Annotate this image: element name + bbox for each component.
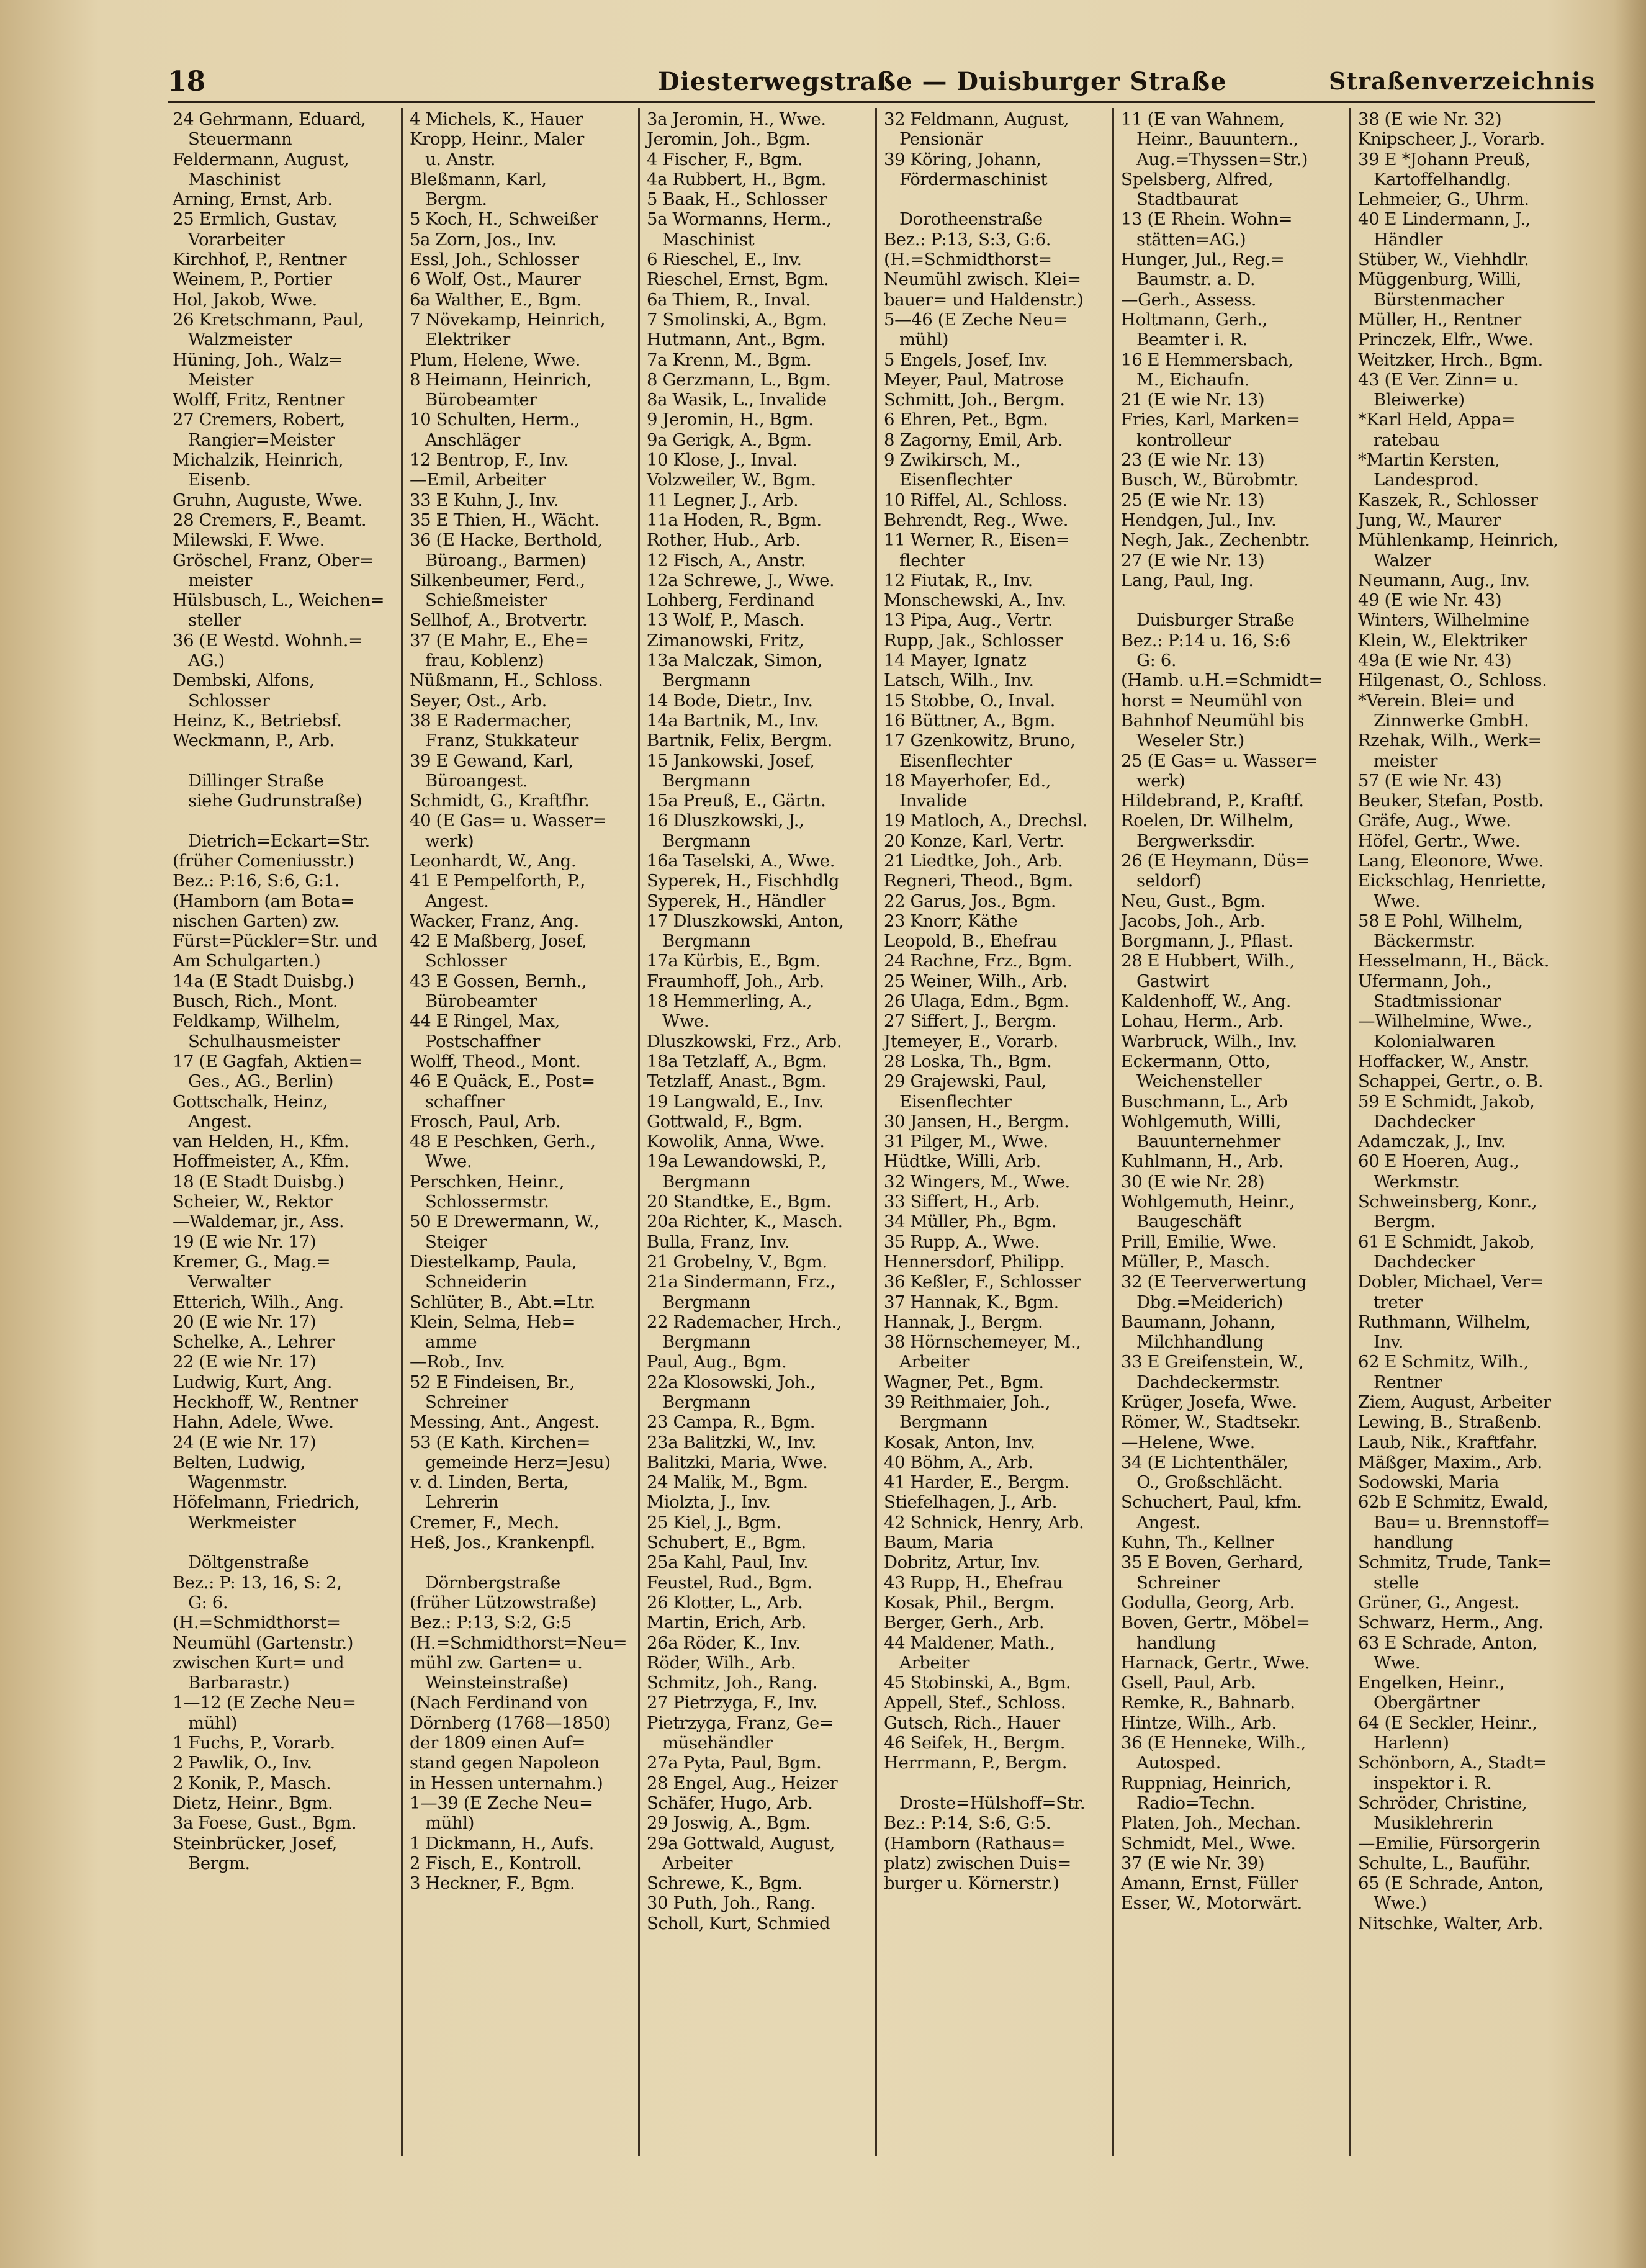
- page-header: [168, 62, 1595, 103]
- column-5: [1116, 106, 1347, 2166]
- column-divider: [1112, 108, 1114, 2156]
- header-rule: [168, 101, 1595, 103]
- column-divider: [638, 108, 640, 2156]
- directory-columns: [168, 106, 1595, 2172]
- column-text: 11 (E van Wahnem, Heinr., Bauuntern., Aug.=Thyssen=Str.) Spelsberg, Alfred, Stadtbaurat 13 (E Rhein. Wohn= stätten=AG.) Hunger, Jul., Reg.= Baumstr. a. D. —Gerh., Assess. Holtmann, Gerh., Beamter i. R. 16 E Hemmersbach, M., Eichaufn. 21 (E wie Nr. 13) Fries, Karl, Marken= kontrolleur 23 (E wie Nr. 13) Busch, W., Bürobmtr. 25 (E wie Nr. 13) Hendgen, Jul., Inv. Negh, Jak., Zechenbtr. 27 (E wie Nr. 13) Lang, Paul, Ing. Duisburger Straße Bez.: P:14 u. 16, S:6 G: 6. (Hamb. u.H.=Schmidt= horst = Neumühl von Bahnhof Neumühl bis Weseler Str.) 25 (E Gas= u. Wasser= werk) Hildebrand, P., Kraftf. Roelen, Dr. Wilhelm, Bergwerksdir. 26 (E Heymann, Düs= seldorf) Neu, Gust., Bgm. Jacobs, Joh., Arb. Borgmann, J., Pflast. 28 E Hubbert, Wilh., Gastwirt Kaldenhoff, W., Ang. Lohau, Herm., Arb. Warbruck, Wilh., Inv. Eckermann, Otto, Weichensteller Buschmann, L., Arb Wohlgemuth, Willi, Bauunternehmer Kuhlmann, H., Arb. 30 (E wie Nr. 28) Wohlgemuth, Heinr., Baugeschäft Prill, Emilie, Wwe. Müller, P., Masch. 32 (E Teerverwertung Dbg.=Meiderich) Baumann, Johann, Milchhandlung 33 E Greifenstein, W., Dachdeckermstr. Krüger, Josefa, Wwe. Römer, W., Stadtsekr. —Helene, Wwe. 34 (E Lichtenthäler, O., Großschlächt. Schuchert, Paul, kfm. Angest. Kuhn, Th., Kellner 35 E Boven, Gerhard, Schreiner Godulla, Georg, Arb. Boven, Gertr., Möbel= handlung Harnack, Gertr., Wwe. Gsell, Paul, Arb. Remke, R., Bahnarb. Hintze, Wilh., Arb. 36 (E Henneke, Wilh., Autosped. Ruppniag, Heinrich, Radio=Techn. Platen, Joh., Mechan. Schmidt, Mel., Wwe. 37 (E wie Nr. 39) Amann, Ernst, Füller Esser, W., Motorwärt.: [1121, 109, 1323, 1914]
- page-number: 18: [168, 66, 206, 97]
- column-1: [168, 106, 398, 2166]
- page-title: Diesterwegstraße — Duisburger Straße: [658, 67, 1227, 96]
- column-2: [405, 106, 636, 2166]
- column-text: 3a Jeromin, H., Wwe. Jeromin, Joh., Bgm. 4 Fischer, F., Bgm. 4a Rubbert, H., Bgm. 5 Baak, H., Schlosser 5a Wormanns, Herm., Maschinist 6 Rieschel, E., Inv. Rieschel, Ernst, Bgm. 6a Thiem, R., Inval. 7 Smolinski, A., Bgm. Hutmann, Ant., Bgm. 7a Krenn, M., Bgm. 8 Gerzmann, L., Bgm. 8a Wasik, L., Invalide 9 Jeromin, H., Bgm. 9a Gerigk, A., Bgm. 10 Klose, J., Inval. Volzweiler, W., Bgm. 11 Legner, J., Arb. 11a Hoden, R., Bgm. Rother, Hub., Arb. 12 Fisch, A., Anstr. 12a Schrewe, J., Wwe. Lohberg, Ferdinand 13 Wolf, P., Masch. Zimanowski, Fritz, 13a Malczak, Simon, Bergmann 14 Bode, Dietr., Inv. 14a Bartnik, M., Inv. Bartnik, Felix, Bergm. 15 Jankowski, Josef, Bergmann 15a Preuß, E., Gärtn. 16 Dluszkowski, J., Bergmann 16a Taselski, A., Wwe. Syperek, H., Fischhdlg Syperek, H., Händler 17 Dluszkowski, Anton, Bergmann 17a Kürbis, E., Bgm. Fraumhoff, Joh., Arb. 18 Hemmerling, A., Wwe. Dluszkowski, Frz., Arb. 18a Tetzlaff, A., Bgm. Tetzlaff, Anast., Bgm. 19 Langwald, E., Inv. Gottwald, F., Bgm. Kowolik, Anna, Wwe. 19a Lewandowski, P., Bergmann 20 Standtke, E., Bgm. 20a Richter, K., Masch. Bulla, Franz, Inv. 21 Grobelny, V., Bgm. 21a Sindermann, Frz., Bergmann 22 Rademacher, Hrch., Bergmann Paul, Aug., Bgm. 22a Klosowski, Joh., Bergmann 23 Campa, R., Bgm. 23a Balitzki, W., Inv. Balitzki, Maria, Wwe. 24 Malik, M., Bgm. Miolzta, J., Inv. 25 Kiel, J., Bgm. Schubert, E., Bgm. 25a Kahl, Paul, Inv. Feustel, Rud., Bgm. 26 Klotter, L., Arb. Martin, Erich, Arb. 26a Röder, K., Inv. Röder, Wilh., Arb. Schmitz, Joh., Rang. 27 Pietrzyga, F., Inv. Pietrzyga, Franz, Ge= müsehändler 27a Pyta, Paul, Bgm. 28 Engel, Aug., Heizer Schäfer, Hugo, Arb. 29 Joswig, A., Bgm. 29a Gottwald, August, Arbeiter Schrewe, K., Bgm. 30 Puth, Joh., Rang. Scholl, Kurt, Schmied: [647, 109, 844, 1933]
- column-3: [642, 106, 873, 2166]
- column-text: 38 (E wie Nr. 32) Knipscheer, J., Vorarb. 39 E *Johann Preuß, Kartoffelhandlg. Lehmeier, G., Uhrm. 40 E Lindermann, J., Händler Stüber, W., Viehhdlr. Müggenburg, Willi, Bürstenmacher Müller, H., Rentner Princzek, Elfr., Wwe. Weitzker, Hrch., Bgm. 43 (E Ver. Zinn= u. Bleiwerke) *Karl Held, Appa= ratebau *Martin Kersten, Landesprod. Kaszek, R., Schlosser Jung, W., Maurer Mühlenkamp, Heinrich, Walzer Neumann, Aug., Inv. 49 (E wie Nr. 43) Winters, Wilhelmine Klein, W., Elektriker 49a (E wie Nr. 43) Hilgenast, O., Schloss. *Verein. Blei= und Zinnwerke GmbH. Rzehak, Wilh., Werk= meister 57 (E wie Nr. 43) Beuker, Stefan, Postb. Gräfe, Aug., Wwe. Höfel, Gertr., Wwe. Lang, Eleonore, Wwe. Eickschlag, Henriette, Wwe. 58 E Pohl, Wilhelm, Bäckermstr. Hesselmann, H., Bäck. Ufermann, Joh., Stadtmissionar —Wilhelmine, Wwe., Kolonialwaren Hoffacker, W., Anstr. Schappei, Gertr., o. B. 59 E Schmidt, Jakob, Dachdecker Adamczak, J., Inv. 60 E Hoeren, Aug., Werkmstr. Schweinsberg, Konr., Bergm. 61 E Schmidt, Jakob, Dachdecker Dobler, Michael, Ver= treter Ruthmann, Wilhelm, Inv. 62 E Schmitz, Wilh., Rentner Ziem, August, Arbeiter Lewing, B., Straßenb. Laub, Nik., Kraftfahr. Mäßger, Maxim., Arb. Sodowski, Maria 62b E Schmitz, Ewald, Bau= u. Brennstoff= handlung Schmitz, Trude, Tank= stelle Grüner, G., Angest. Schwarz, Herm., Ang. 63 E Schrade, Anton, Wwe. Engelken, Heinr., Obergärtner 64 (E Seckler, Heinr., Harlenn) Schönborn, A., Stadt= inspektor i. R. Schröder, Christine, Musiklehrerin —Emilie, Fürsorgerin Schulte, L., Bauführ. 65 (E Schrade, Anton, Wwe.) Nitschke, Walter, Arb.: [1358, 109, 1558, 1933]
- column-divider: [401, 108, 403, 2156]
- column-4: [879, 106, 1110, 2166]
- column-6: [1353, 106, 1584, 2166]
- column-text: 32 Feldmann, August, Pensionär 39 Köring, Johann, Fördermaschinist Dorotheenstraße Bez.: P:13, S:3, G:6. (H.=Schmidthorst= Neumühl zwisch. Klei= bauer= und Haldenstr.) 5—46 (E Zeche Neu= mühl) 5 Engels, Josef, Inv. Meyer, Paul, Matrose Schmitt, Joh., Bergm. 6 Ehren, Pet., Bgm. 8 Zagorny, Emil, Arb. 9 Zwikirsch, M., Eisenflechter 10 Riffel, Al., Schloss. Behrendt, Reg., Wwe. 11 Werner, R., Eisen= flechter 12 Fiutak, R., Inv. Monschewski, A., Inv. 13 Pipa, Aug., Vertr. Rupp, Jak., Schlosser 14 Mayer, Ignatz Latsch, Wilh., Inv. 15 Stobbe, O., Inval. 16 Büttner, A., Bgm. 17 Gzenkowitz, Bruno, Eisenflechter 18 Mayerhofer, Ed., Invalide 19 Matloch, A., Drechsl. 20 Konze, Karl, Vertr. 21 Liedtke, Joh., Arb. Regneri, Theod., Bgm. 22 Garus, Jos., Bgm. 23 Knorr, Käthe Leopold, B., Ehefrau 24 Rachne, Frz., Bgm. 25 Weiner, Wilh., Arb. 26 Ulaga, Edm., Bgm. 27 Siffert, J., Bergm. Jtemeyer, E., Vorarb. 28 Loska, Th., Bgm. 29 Grajewski, Paul, Eisenflechter 30 Jansen, H., Bergm. 31 Pilger, M., Wwe. Hüdtke, Willi, Arb. 32 Wingers, M., Wwe. 33 Siffert, H., Arb. 34 Müller, Ph., Bgm. 35 Rupp, A., Wwe. Hennersdorf, Philipp. 36 Keßler, F., Schlosser 37 Hannak, K., Bgm. Hannak, J., Bergm. 38 Hörnschemeyer, M., Arbeiter Wagner, Pet., Bgm. 39 Reithmaier, Joh., Bergmann Kosak, Anton, Inv. 40 Böhm, A., Arb. 41 Harder, E., Bergm. Stiefelhagen, J., Arb. 42 Schnick, Henry, Arb. Baum, Maria Dobritz, Artur, Inv. 43 Rupp, H., Ehefrau Kosak, Phil., Bergm. Berger, Gerh., Arb. 44 Maldener, Math., Arbeiter 45 Stobinski, A., Bgm. Appell, Stef., Schloss. Gutsch, Rich., Hauer 46 Seifek, H., Bergm. Herrmann, P., Bergm. Droste=Hülshoff=Str. Bez.: P:14, S:6, G:5. (Hamborn (Rathaus= platz) zwischen Duis= burger u. Körnerstr.): [884, 109, 1088, 1894]
- section-title: Straßenverzeichnis: [1328, 67, 1595, 95]
- column-divider: [875, 108, 877, 2156]
- column-text: 4 Michels, K., Hauer Kropp, Heinr., Maler u. Anstr. Bleßmann, Karl, Bergm. 5 Koch, H., Schweißer 5a Zorn, Jos., Inv. Essl, Joh., Schlosser 6 Wolf, Ost., Maurer 6a Walther, E., Bgm. 7 Növekamp, Heinrich, Elektriker Plum, Helene, Wwe. 8 Heimann, Heinrich, Bürobeamter 10 Schulten, Herm., Anschläger 12 Bentrop, F., Inv. —Emil, Arbeiter 33 E Kuhn, J., Inv. 35 E Thien, H., Wächt. 36 (E Hacke, Berthold, Büroang., Barmen) Silkenbeumer, Ferd., Schießmeister Sellhof, A., Brotvertr. 37 (E Mahr, E., Ehe= frau, Koblenz) Nüßmann, H., Schloss. Seyer, Ost., Arb. 38 E Radermacher, Franz, Stukkateur 39 E Gewand, Karl, Büroangest. Schmidt, G., Kraftfhr. 40 (E Gas= u. Wasser= werk) Leonhardt, W., Ang. 41 E Pempelforth, P., Angest. Wacker, Franz, Ang. 42 E Maßberg, Josef, Schlosser 43 E Gossen, Bernh., Bürobeamter 44 E Ringel, Max, Postschaffner Wolff, Theod., Mont. 46 E Quäck, E., Post= schaffner Frosch, Paul, Arb. 48 E Peschken, Gerh., Wwe. Perschken, Heinr., Schlossermstr. 50 E Drewermann, W., Steiger Diestelkamp, Paula, Schneiderin Schlüter, B., Abt.=Ltr. Klein, Selma, Heb= amme —Rob., Inv. 52 E Findeisen, Br., Schreiner Messing, Ant., Angest. 53 (E Kath. Kirchen= gemeinde Herz=Jesu) v. d. Linden, Berta, Lehrerin Cremer, F., Mech. Heß, Jos., Krankenpfl. Dörnbergstraße (früher Lützowstraße) Bez.: P:13, S:2, G:5 (H.=Schmidthorst=Neu= mühl zw. Garten= u. Weinsteinstraße) (Nach Ferdinand von Dörnberg (1768—1850) der 1809 einen Auf= stand gegen Napoleon in Hessen unternahm.) 1—39 (E Zeche Neu= mühl) 1 Dickmann, H., Aufs. 2 Fisch, E., Kontroll. 3 Heckner, F., Bgm.: [410, 109, 627, 1894]
- column-text: 24 Gehrmann, Eduard, Steuermann Feldermann, August, Maschinist Arning, Ernst, Arb. 25 Ermlich, Gustav, Vorarbeiter Kirchhof, P., Rentner Weinem, P., Portier Hol, Jakob, Wwe. 26 Kretschmann, Paul, Walzmeister Hüning, Joh., Walz= Meister Wolff, Fritz, Rentner 27 Cremers, Robert, Rangier=Meister Michalzik, Heinrich, Eisenb. Gruhn, Auguste, Wwe. 28 Cremers, F., Beamt. Milewski, F. Wwe. Gröschel, Franz, Ober= meister Hülsbusch, L., Weichen= steller 36 (E Westd. Wohnh.= AG.) Dembski, Alfons, Schlosser Heinz, K., Betriebsf. Weckmann, P., Arb. Dillinger Straße siehe Gudrunstraße) Dietrich=Eckart=Str. (früher Comeniusstr.) Bez.: P:16, S:6, G:1. (Hamborn (am Bota= nischen Garten) zw. Fürst=Pückler=Str. und Am Schulgarten.) 14a (E Stadt Duisbg.) Busch, Rich., Mont. Feldkamp, Wilhelm, Schulhausmeister 17 (E Gagfah, Aktien= Ges., AG., Berlin) Gottschalk, Heinz, Angest. van Helden, H., Kfm. Hoffmeister, A., Kfm. 18 (E Stadt Duisbg.) Scheier, W., Rektor —Waldemar, jr., Ass. 19 (E wie Nr. 17) Kremer, G., Mag.= Verwalter Etterich, Wilh., Ang. 20 (E wie Nr. 17) Schelke, A., Lehrer 22 (E wie Nr. 17) Ludwig, Kurt, Ang. Heckhoff, W., Rentner Hahn, Adele, Wwe. 24 (E wie Nr. 17) Belten, Ludwig, Wagenmstr. Höfelmann, Friedrich, Werkmeister Döltgenstraße Bez.: P: 13, 16, S: 2, G: 6. (H.=Schmidthorst= Neumühl (Gartenstr.) zwischen Kurt= und Barbarastr.) 1—12 (E Zeche Neu= mühl) 1 Fuchs, P., Vorarb. 2 Pawlik, O., Inv. 2 Konik, P., Masch. Dietz, Heinr., Bgm. 3a Foese, Gust., Bgm. Steinbrücker, Josef, Bergm.: [173, 109, 385, 1873]
- column-divider: [1349, 108, 1351, 2156]
- page-edge-shadow: [1614, 0, 1646, 2268]
